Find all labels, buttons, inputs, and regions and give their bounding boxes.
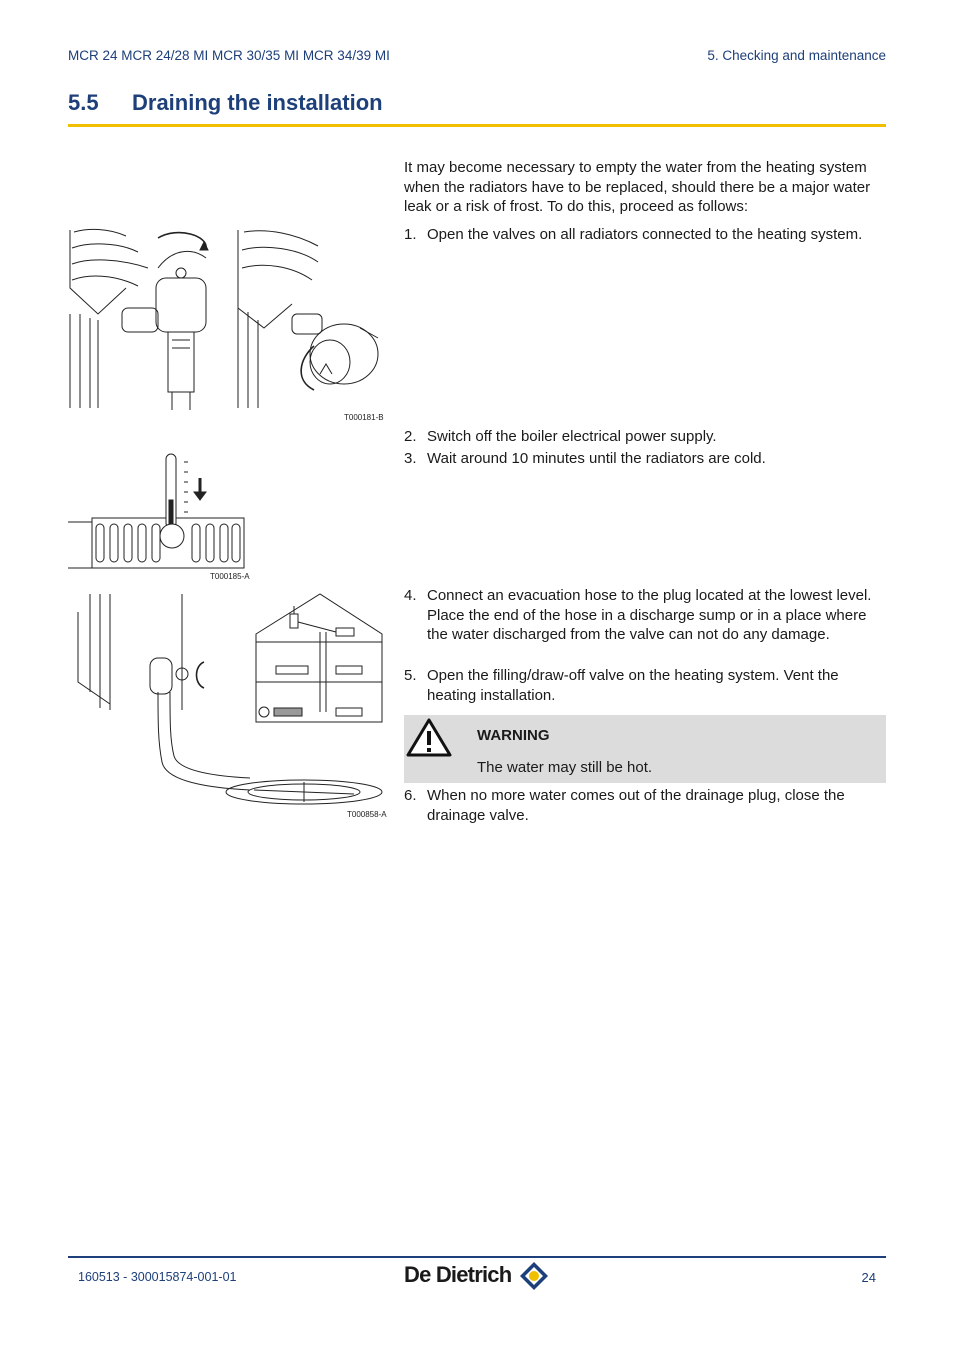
figure-radiator-valves [68, 228, 388, 410]
page-number: 24 [861, 1270, 876, 1285]
step-item [404, 449, 888, 469]
figure-ref: T000181-B [344, 413, 384, 422]
step-number: 3. [404, 450, 417, 467]
warning-box [404, 715, 886, 783]
warning-title: WARNING [477, 727, 550, 744]
step-text: Connect an evacuation hose to the plug located at the lowest level. Place the end of the hose in a discharge sump or in a place where the water discharged from the valve can not do any damage. [427, 587, 872, 643]
step-number: 4. [404, 587, 417, 604]
step-text: Wait around 10 minutes until the radiators are cold. [427, 450, 766, 467]
step-item [404, 786, 888, 825]
step-text: Open the valves on all radiators connected to the heating system. [427, 226, 863, 243]
figure-radiator-cold [68, 450, 258, 572]
figure-ref: T000185-A [210, 572, 250, 581]
warning-text: The water may still be hot. [477, 759, 653, 776]
section-title: Draining the installation [132, 90, 383, 115]
step-item [404, 427, 888, 447]
step-number: 1. [404, 226, 417, 243]
brand-logo [404, 1260, 554, 1294]
step-text: Switch off the boiler electrical power supply. [427, 428, 717, 445]
step-number: 6. [404, 787, 417, 804]
section-heading [68, 90, 383, 116]
footer-rule [68, 1256, 886, 1258]
step-item [404, 666, 888, 705]
step-number: 2. [404, 428, 417, 445]
intro-paragraph: It may become necessary to empty the water from the heating system when the radiators have to be replaced, should there be a major water leak or a risk of frost. To do this, proceed as follows: [404, 159, 871, 215]
step-text: When no more water comes out of the drainage plug, close the drainage valve. [427, 787, 845, 824]
step-item [404, 225, 888, 245]
step-text: Open the filling/draw-off valve on the heating system. Vent the heating installation. [427, 667, 839, 704]
section-number: 5.5 [68, 90, 99, 115]
header-models: MCR 24 MCR 24/28 MI MCR 30/35 MI MCR 34/39 MI [68, 48, 390, 63]
step-item [404, 586, 888, 645]
brand-logo-text: De Dietrich [404, 1262, 512, 1287]
figure-ref: T000858-A [347, 810, 387, 819]
brand-diamond-icon [518, 1260, 550, 1292]
figure-drain-hose [70, 592, 390, 810]
step-number: 5. [404, 667, 417, 684]
footer-doc-ref: 160513 - 300015874-001-01 [78, 1270, 237, 1284]
header-chapter: 5. Checking and maintenance [707, 48, 886, 63]
warning-triangle-icon [406, 717, 452, 757]
section-rule [68, 124, 886, 127]
